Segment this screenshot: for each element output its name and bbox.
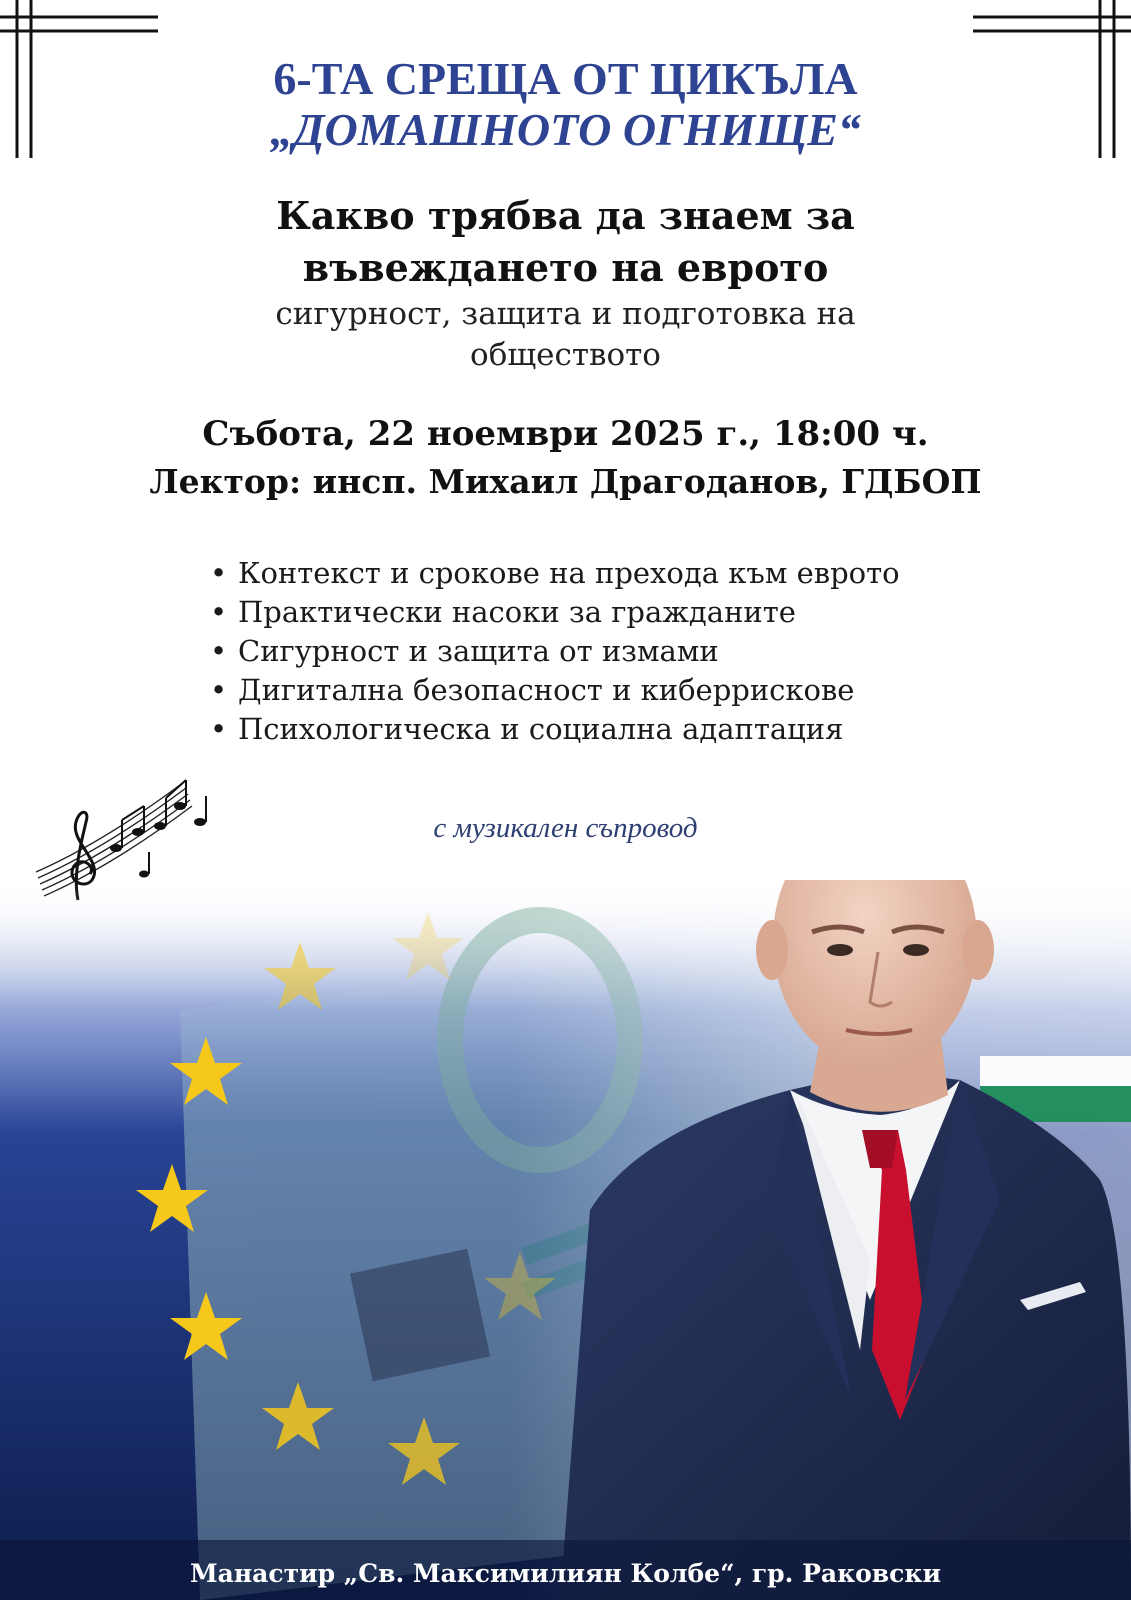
lecture-subtitle <box>0 294 1131 376</box>
list-item: • Практически насоки за гражданите <box>210 593 900 632</box>
list-item: • Контекст и срокове на прехода към еврото <box>210 554 900 593</box>
event-lecturer: Лектор: инсп. Михаил Драгоданов, ГДБОП <box>149 462 982 501</box>
lecture-title-line1: Какво трябва да знаем за <box>276 193 855 238</box>
list-item: • Дигитална безопасност и киберрискове <box>210 671 900 710</box>
bottom-artwork <box>0 880 1131 1600</box>
series-name: „ДОМАШНОТО ОГНИЩЕ“ <box>270 104 861 155</box>
event-date: Събота, 22 ноември 2025 г., 18:00 ч. <box>202 414 929 454</box>
topic-list <box>210 554 900 749</box>
venue: Манастир „Св. Максимилиян Колбе“, гр. Раковски <box>190 1559 941 1588</box>
list-item: • Сигурност и защита от измами <box>210 632 900 671</box>
music-accompaniment-note: с музикален съпровод <box>433 812 698 844</box>
lecture-title-line2: въвеждането на еврото <box>302 245 829 290</box>
lecture-title <box>0 190 1131 294</box>
lecture-subtitle-line2: обществото <box>470 337 661 373</box>
list-item: • Психологическа и социална адаптация <box>210 710 900 749</box>
lecture-subtitle-line1: сигурност, защита и подготовка на <box>275 296 856 332</box>
series-title: 6-ТА СРЕЩА ОТ ЦИКЪЛА <box>273 53 858 104</box>
